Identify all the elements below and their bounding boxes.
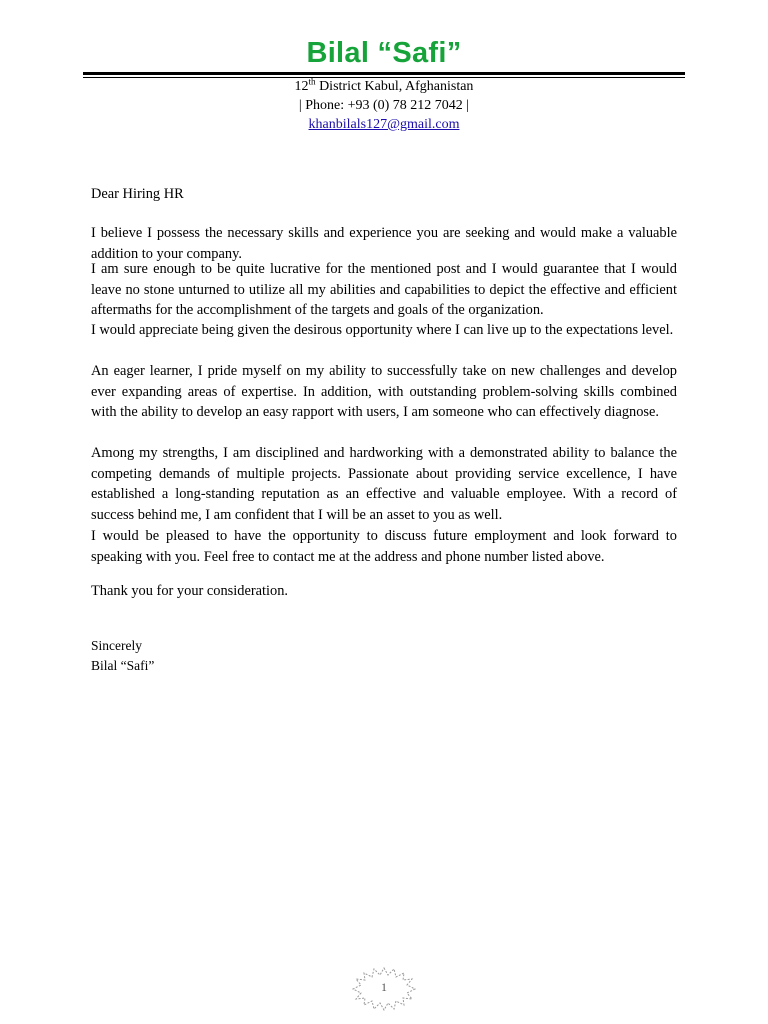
paragraph-1: I believe I possess the necessary skills and experience you are seeking and would make a valuable addition to your company. <box>91 225 677 262</box>
applicant-name: Bilal “Safi” <box>306 37 462 69</box>
page-number-badge <box>351 966 417 1012</box>
paragraph-6: I would be pleased to have the opportunity to discuss future employment and look forward to speaking with you. Feel free to contact me at the address and phone number listed above. <box>91 528 677 565</box>
header-rule-thick <box>83 72 685 75</box>
address-ordinal: th <box>308 76 316 87</box>
signature: Bilal “Safi” <box>91 658 155 673</box>
paragraph-4: An eager learner, I pride myself on my ability to successfully take on new challenges and develop ever expanding areas of expertise. In addition, with outstanding problem-solving skills combined with the ability to develop an easy rapport with users, I am someone who can effectively diagnose. <box>91 363 677 421</box>
address-text: District Kabul, Afghanistan <box>315 79 474 94</box>
phone-line: | Phone: +93 (0) 78 212 7042 | <box>298 98 470 113</box>
address-number: 12 <box>294 79 309 94</box>
paragraph-3: I would appreciate being given the desirous opportunity where I can live up to the expectations level. <box>91 322 674 338</box>
email-link[interactable]: khanbilals127@gmail.com <box>308 117 460 132</box>
paragraph-2: I am sure enough to be quite lucrative for the mentioned post and I would guarantee that I would leave no stone unturned to utilize all my abilities and capabilities to depict the effective and efficient aftermaths for the accomplishment of the targets and goals of the organization. <box>91 261 677 319</box>
thanks-line: Thank you for your consideration. <box>91 583 289 599</box>
email-line <box>0 116 768 134</box>
salutation: Dear Hiring HR <box>91 186 184 202</box>
page-number: 1 <box>381 980 387 994</box>
closing: Sincerely <box>91 638 142 653</box>
paragraph-5: Among my strengths, I am disciplined and hardworking with a demonstrated ability to balance the competing demands of multiple projects. Passionate about providing service excellence, I have established a long-standing reputation as an effective and valuable employee. With a record of success behind me, I am confident that I will be an asset to you as well. <box>91 445 677 523</box>
address-line <box>0 78 768 96</box>
